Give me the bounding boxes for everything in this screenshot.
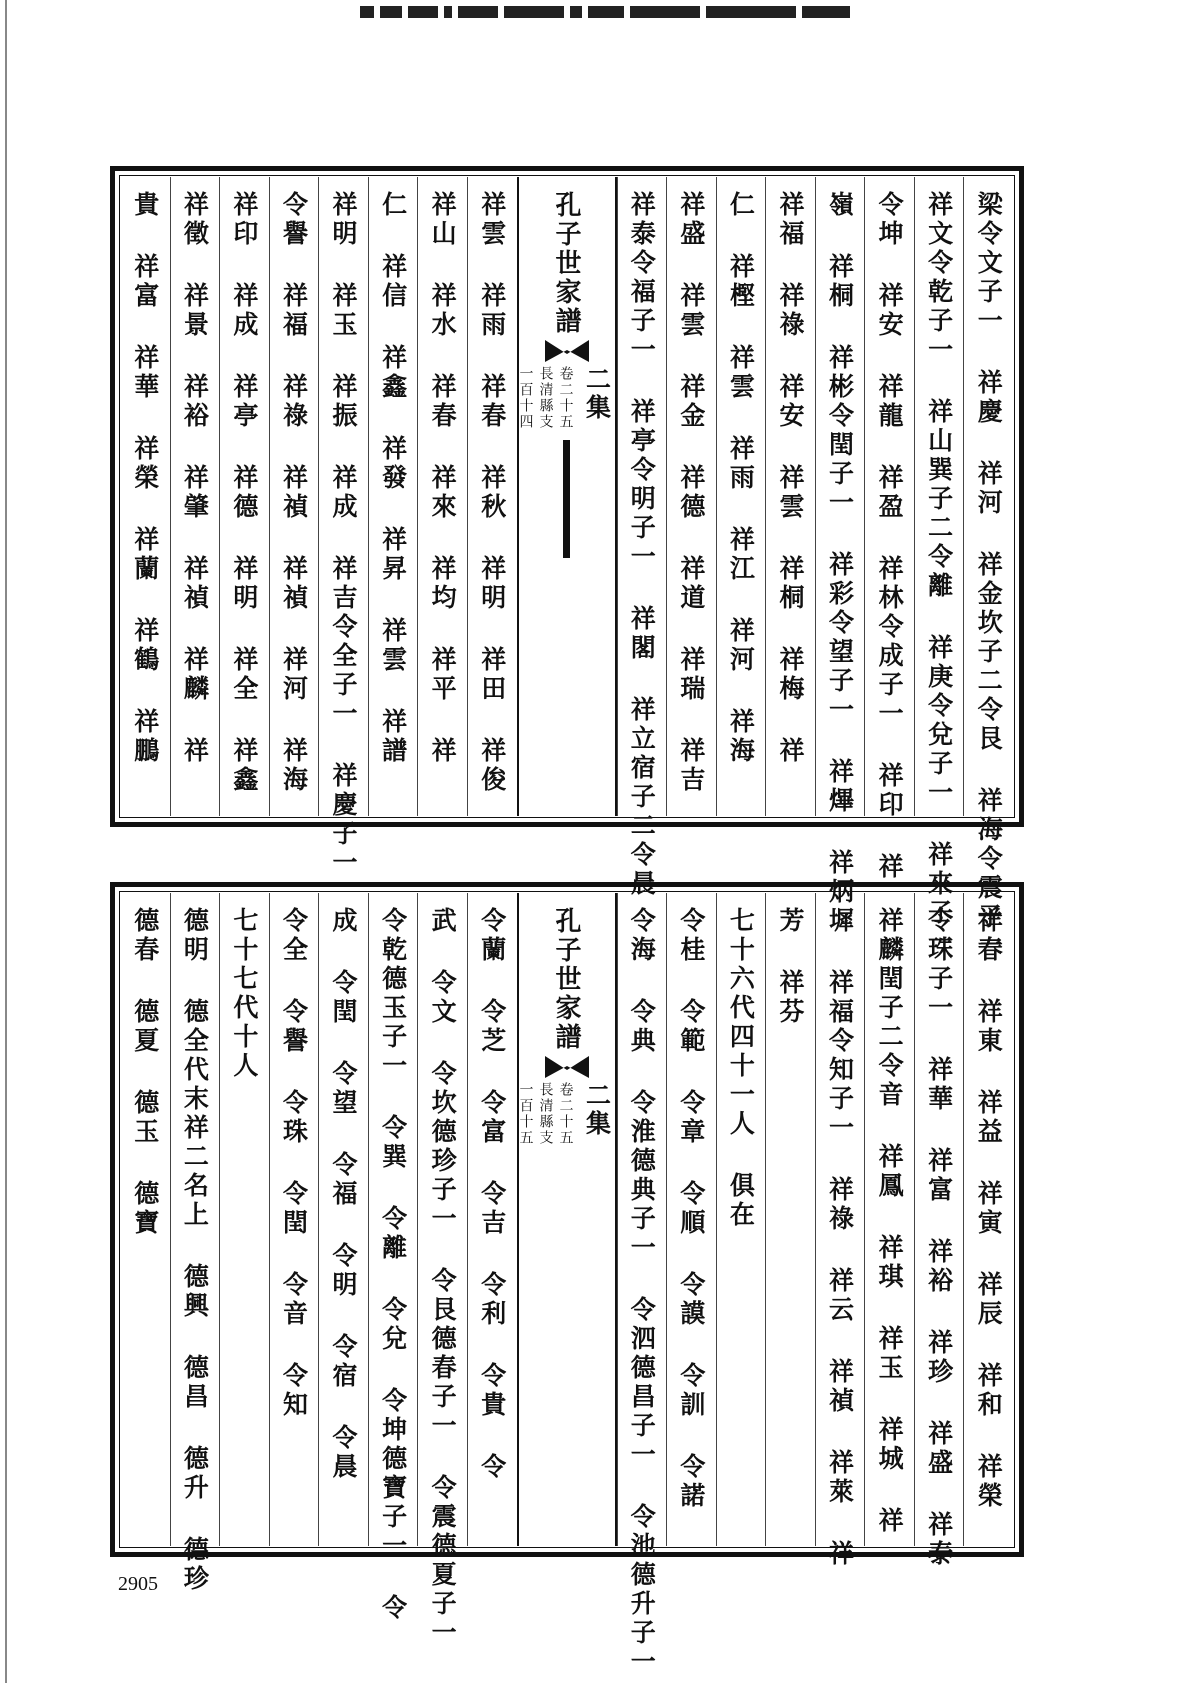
text-column: 祥印 祥成 祥亭 祥德 祥明 祥全 祥鑫 (219, 177, 269, 816)
text-column: 令海 令典 令淮德典子一 令泗德昌子一 令池德升子一 (617, 893, 667, 1546)
text-column: 祥泰令福子一 祥亭令明子一 祥閣 祥立宿子二令晨 (617, 177, 667, 816)
text-column: 仁 祥樫 祥雲 祥雨 祥江 祥河 祥海 (716, 177, 766, 816)
center-banner (517, 177, 617, 816)
collection-label: 二集 (582, 1082, 612, 1138)
text-column: 令全 令譽 令珠 令閏 令音 令知 (269, 893, 319, 1546)
genealogy-page-top (110, 166, 1024, 961)
folio-number: 一百十四 (517, 366, 534, 430)
text-column: 令乾德玉子一 令巽 令離 令兌 令坤德寶子一 令 (368, 893, 418, 1546)
text-column: 仁 祥信 祥鑫 祥發 祥昇 祥雲 祥譜 (368, 177, 418, 816)
generation-heading: 七十七代十人 (219, 893, 269, 1546)
text-column: 祥徵 祥景 祥裕 祥肇 祥禎 祥麟 祥 (170, 177, 220, 816)
text-column: 德明 德全代末祥二名上 德興 德昌 德升 德珍 (170, 893, 220, 1546)
text-column: 令蘭 令芝 令富 令吉 令利 令貴 令 (467, 893, 517, 1546)
branch-label: 長清縣支 (537, 1082, 554, 1146)
volume-label: 卷二十五 (557, 1082, 574, 1146)
text-column: 祥福 祥祿 祥安 祥雲 祥桐 祥梅 祥 (765, 177, 815, 816)
center-banner (517, 893, 617, 1546)
text-column: 成 令閏 令望 令福 令明 令宿 令晨 (318, 893, 368, 1546)
text-column: 德春 德夏 德玉 德寶 (130, 907, 160, 1238)
text-column: 梁令文子一 祥慶 祥河 祥金坎子二令艮 祥海令震子一 (963, 177, 1013, 816)
collection-label: 二集 (582, 366, 612, 422)
fish-tail-bar (563, 440, 570, 558)
branch-label: 長清縣支 (537, 366, 554, 430)
text-column: 令珠子一 祥華 祥富 祥裕 祥珍 祥盛 祥泰 (914, 893, 964, 1546)
text-column: 武 令文 令坎德珍子一 令艮德春子一 令震德夏子一 (417, 893, 467, 1546)
text-column: 芳 祥芬 (765, 893, 815, 1546)
book-title: 孔子世家譜 (551, 907, 581, 1052)
column-grid (121, 177, 1013, 961)
page-edge-rule (5, 0, 7, 1683)
text-column: 祥明 祥玉 祥振 祥成 祥吉令全子一 祥慶子一 (318, 177, 368, 816)
page-number: 2905 (118, 1573, 158, 1595)
text-column: 祥春 祥東 祥益 祥寅 祥辰 祥和 祥榮 (963, 893, 1013, 1546)
text-column: 令坤 祥安 祥龍 祥盈 祥林令成子一 祥印 祥 (864, 177, 914, 816)
fish-tail-ornament-icon (545, 340, 589, 362)
volume-label: 卷二十五 (557, 366, 574, 430)
text-column: 祥麟閏子二令音 祥鳳 祥琪 祥玉 祥城 祥 (864, 893, 914, 1546)
text-column: 嶺 祥桐 祥彬令閏子一 祥彩令望子一 祥熚 祥炳 (815, 177, 865, 816)
folio-number: 一百十五 (517, 1082, 534, 1146)
text-column: 令桂 令範 令章 令順 令謨 令訓 令諾 (666, 893, 716, 1546)
scan-artifact (360, 6, 920, 20)
text-column: 貴 祥富 祥華 祥榮 祥蘭 祥鶴 祥鵬 (130, 191, 160, 766)
fish-tail-ornament-icon (545, 1056, 589, 1078)
text-column: 令譽 祥福 祥祿 祥禎 祥禎 祥河 祥海 (269, 177, 319, 816)
text-column: 祥文令乾子一 祥山巽子二令離 祥庚令兌子一 祥來子一 (914, 177, 964, 816)
text-column: 祥山 祥水 祥春 祥來 祥均 祥平 祥 (417, 177, 467, 816)
book-title: 孔子世家譜 (551, 191, 581, 336)
text-column: 墀 祥福令知子一 祥祿 祥云 祥禎 祥萊 祥 (815, 893, 865, 1546)
generation-heading: 七十六代四十一人 俱在 (716, 893, 766, 1546)
text-column: 祥盛 祥雲 祥金 祥德 祥道 祥瑞 祥吉 (666, 177, 716, 816)
text-column: 祥雲 祥雨 祥春 祥秋 祥明 祥田 祥俊 (467, 177, 517, 816)
